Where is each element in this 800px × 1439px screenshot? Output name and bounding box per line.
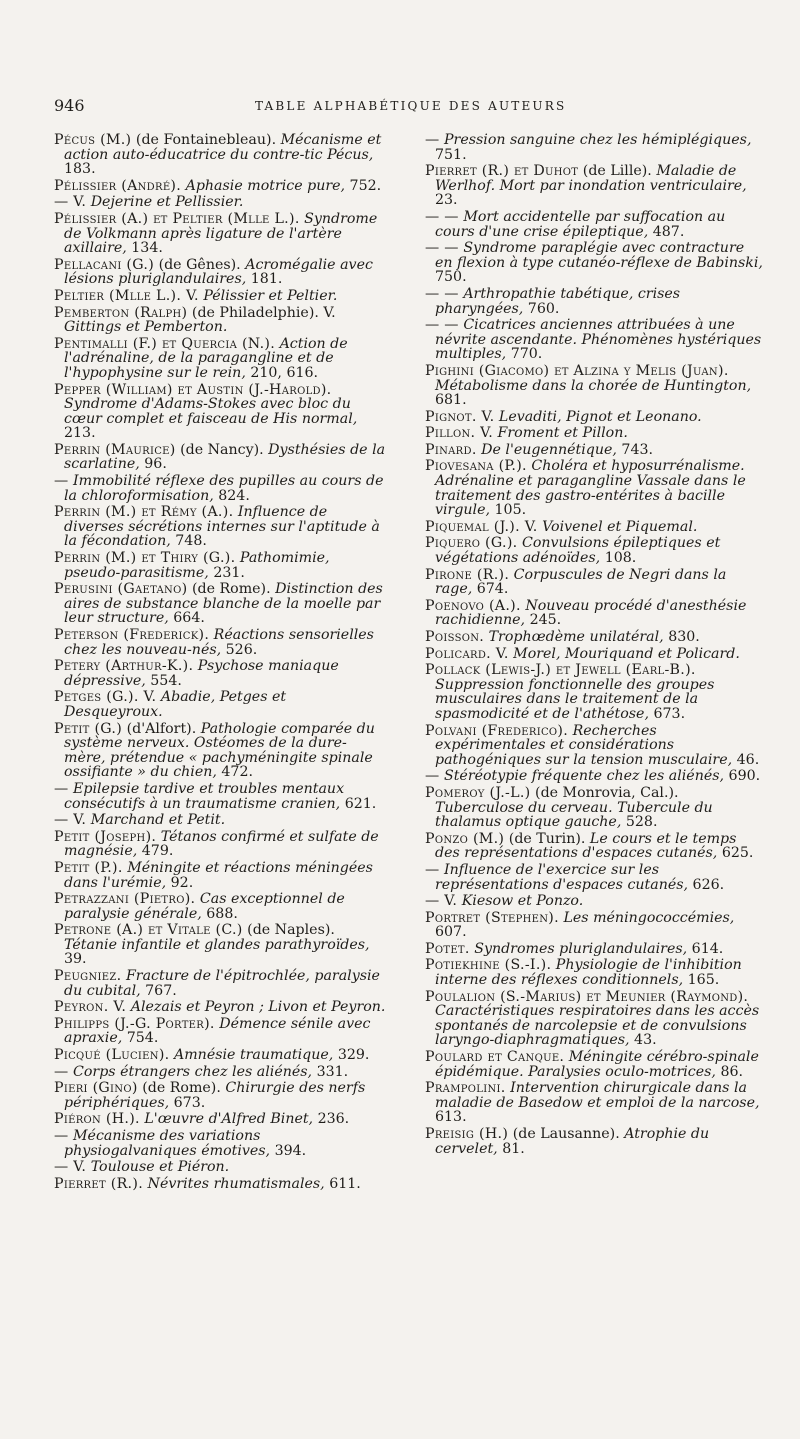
- entry-page-ref: 331.: [316, 1063, 349, 1080]
- entry-title: Amnésie traumatique,: [173, 1047, 334, 1064]
- entry-author: Poulard et Canque.: [425, 1049, 565, 1066]
- right-column: [425, 133, 765, 1158]
- entry-title: Trophœdème unilatéral,: [488, 629, 664, 645]
- entry-title: Morel, Mouriquand et Policard.: [513, 645, 740, 662]
- entry-title: Kiesow et Ponzo.: [461, 893, 584, 910]
- entry-page-ref: 96.: [144, 456, 167, 473]
- entry-title: Syndrome paraplégie avec contracture en flexion à type cutanéo-réflexe de Babinski,: [435, 240, 763, 271]
- entry-title: Aphasie motrice pure,: [185, 177, 346, 194]
- index-entry: [425, 911, 765, 940]
- index-entry: [54, 179, 386, 194]
- entry-title: Cas exceptionnel de paralysie générale,: [64, 891, 345, 922]
- entry-page-ref: 621.: [344, 795, 377, 812]
- entry-page-ref: 754.: [126, 1030, 159, 1047]
- index-entry: [425, 241, 765, 285]
- entry-author: Pignot. V.: [425, 408, 495, 425]
- entry-author: —: [425, 768, 440, 785]
- index-entry: [425, 459, 765, 517]
- entry-page-ref: 479.: [141, 843, 174, 860]
- index-entry: [425, 318, 765, 362]
- entry-author: Piéron (H.).: [54, 1111, 140, 1128]
- entry-author: — —: [425, 208, 459, 225]
- entry-author: Poulalion (S.-Marius) et Meunier (Raymond).: [425, 988, 749, 1005]
- entry-author: — V.: [54, 812, 87, 829]
- entry-page-ref: 108.: [604, 550, 637, 567]
- entry-title: Métabolisme dans la chorée de Huntington,: [435, 377, 752, 394]
- page-header: [0, 96, 800, 116]
- entry-page-ref: 213.: [64, 425, 96, 442]
- entry-page-ref: 329.: [337, 1047, 370, 1064]
- entry-author: Petit (G.): [54, 720, 123, 737]
- entry-page-ref: 690.: [728, 768, 761, 785]
- entry-affiliation: (de Naples).: [247, 922, 335, 939]
- entry-author: Potiekhine (S.-I.).: [425, 957, 552, 974]
- entry-title: Atrophie du cervelet,: [435, 1126, 710, 1157]
- entry-author: Pomeroy (J.-L.): [425, 784, 531, 801]
- running-title: TABLE ALPHABÉTIQUE DES AUTEURS: [255, 99, 567, 113]
- entry-title: Influence de diverses sécrétions internes sur l'aptitude à la fécondation,: [64, 504, 380, 550]
- index-entry: [54, 443, 386, 472]
- entry-title: Démence sénile avec apraxie,: [64, 1015, 371, 1047]
- index-entry: [54, 1017, 386, 1046]
- index-entry: [54, 505, 386, 549]
- entry-author: Pepper (William) et Austin (J.-Harold).: [54, 381, 332, 398]
- entry-title: Dysthésies de la scarlatine,: [64, 441, 386, 473]
- left-column: [54, 133, 386, 1193]
- index-entry: [425, 1127, 765, 1156]
- entry-author: Preisig (H.): [425, 1126, 509, 1142]
- entry-title: Pression sanguine chez les hémiplégiques,: [444, 132, 752, 148]
- entry-title: Chirurgie des nerfs périphériques,: [64, 1080, 366, 1111]
- entry-author: Pemberton (Ralph): [54, 304, 188, 321]
- index-entry: [54, 1081, 386, 1110]
- entry-page-ref: 39.: [64, 951, 87, 968]
- entry-page-ref: 752.: [349, 177, 382, 194]
- entry-title: Influence de l'exercice sur les représentations d'espaces cutanés,: [435, 861, 689, 893]
- index-entry: [425, 536, 765, 565]
- entry-title: Marchand et Petit.: [90, 812, 226, 829]
- entry-page-ref: 526.: [225, 641, 258, 658]
- entry-page-ref: 614.: [691, 940, 724, 957]
- entry-title: Pathologie comparée du système nerveux. Ostéomes de la dure-mère, prétendue « pachyméningite spinale ossifiante » du chien,: [64, 720, 375, 781]
- entry-author: Pillon. V.: [425, 425, 494, 442]
- index-entry: [425, 599, 765, 628]
- entry-page-ref: 673.: [173, 1094, 206, 1111]
- entry-author: Portret (Stephen).: [425, 909, 559, 926]
- entry-author: Perrin (Maurice): [54, 441, 176, 458]
- index-entry: [54, 1112, 386, 1127]
- index-entry: [425, 958, 765, 987]
- entry-author: — V.: [54, 1159, 87, 1176]
- entry-title: Tuberculose du cerveau. Tubercule du thalamus optique gauche,: [435, 799, 713, 831]
- index-entry: [54, 306, 386, 335]
- entry-title: Mécanisme et action auto-éducatrice du contre-tic Pécus,: [64, 132, 382, 163]
- entry-author: Pécus (M.): [54, 132, 132, 148]
- index-entry: [425, 1050, 765, 1079]
- entry-affiliation: (de Monrovia, Cal.).: [535, 784, 679, 801]
- index-entry: [425, 426, 765, 441]
- entry-author: Pierret (R.).: [54, 1175, 144, 1192]
- entry-page-ref: 183.: [64, 161, 96, 178]
- entry-author: Pélissier (André).: [54, 177, 182, 194]
- entry-author: Poisson.: [425, 629, 485, 645]
- entry-page-ref: 681.: [435, 392, 467, 409]
- entry-author: Petery (Arthur-K.).: [54, 658, 194, 675]
- entry-affiliation: (d'Alfort).: [126, 720, 197, 737]
- entry-author: Pinard.: [425, 441, 477, 458]
- entry-title: Toulouse et Piéron.: [90, 1159, 230, 1176]
- entry-author: Pollack (Lewis-J.) et Jewell (Earl-B.).: [425, 662, 696, 679]
- entry-author: —: [425, 861, 440, 878]
- index-entry: [425, 724, 765, 768]
- entry-author: Piquemal (J.). V.: [425, 518, 538, 535]
- entry-title: Pélissier et Peltier.: [203, 287, 338, 304]
- entry-title: Le cours et le temps des représentations d'espaces cutanés,: [435, 830, 737, 862]
- entry-author: Piquero (G.).: [425, 535, 518, 552]
- entry-title: Levaditi, Pignot et Leonano.: [498, 408, 702, 425]
- entry-title: Tétanos confirmé et sulfate de magnésie,: [64, 828, 379, 860]
- entry-title: Distinction des aires de substance blanche de la moelle par leur structure,: [64, 581, 383, 627]
- entry-page-ref: 751.: [435, 146, 467, 163]
- entry-page-ref: 688.: [206, 905, 238, 922]
- index-entry: [54, 1129, 386, 1158]
- entry-page-ref: 748.: [175, 533, 207, 550]
- entry-title: Pathomimie, pseudo-parasitisme,: [64, 550, 330, 581]
- index-entry: [425, 990, 765, 1048]
- entry-title: Gittings et Pemberton.: [64, 319, 228, 336]
- index-entry: [425, 443, 765, 458]
- entry-page-ref: 134.: [131, 240, 163, 257]
- entry-author: —: [425, 132, 440, 148]
- index-entry: [54, 289, 386, 304]
- entry-title: Cicatrices anciennes attribuées à une névrite ascendante. Phénomènes hystériques multiples,: [435, 317, 762, 363]
- entry-title: Syndrome de Volkmann après ligature de l'artère axillaire,: [64, 210, 378, 257]
- index-entry: [425, 630, 765, 645]
- entry-affiliation: (de Nancy).: [180, 441, 264, 458]
- page-number: 946: [54, 96, 85, 115]
- index-entry: [54, 1177, 386, 1192]
- entry-title: Suppression fonctionnelle des groupes musculaires dans le traitement de la spasmodicité et de l'athétose,: [435, 676, 715, 722]
- entry-author: Peugniez.: [54, 968, 122, 985]
- index-entry: [54, 258, 386, 287]
- entry-author: —: [54, 473, 69, 490]
- entry-title: Recherches expérimentales et considérations pathogéniques sur la tension musculaire,: [435, 722, 733, 768]
- index-entry: [54, 1000, 386, 1015]
- index-entry: [54, 133, 386, 177]
- entry-title: Méningite cérébro-spinale épidémique. Paralysies oculo-motrices,: [435, 1049, 759, 1080]
- entry-author: Pirone (R.).: [425, 566, 510, 583]
- entry-title: L'œuvre d'Alfred Binet,: [144, 1111, 314, 1128]
- entry-title: Nouveau procédé d'anesthésie rachidienne,: [435, 597, 747, 629]
- entry-author: Poenovo (A.).: [425, 597, 521, 614]
- entry-author: Potet.: [425, 940, 470, 957]
- index-entry: [425, 663, 765, 721]
- entry-affiliation: (de Fontainebleau).: [135, 132, 277, 148]
- index-entry: [425, 1081, 765, 1125]
- index-entry: [425, 133, 765, 162]
- entry-author: —: [54, 1128, 69, 1144]
- entry-page-ref: 236.: [317, 1111, 350, 1128]
- entry-title: Réactions sensorielles chez les nouveau-nés,: [64, 627, 374, 658]
- entry-page-ref: 824.: [218, 487, 250, 504]
- entry-page-ref: 165.: [687, 972, 720, 989]
- entry-author: Pentimalli (F.) et Quercia (N.).: [54, 335, 276, 352]
- entry-title: Alezais et Peyron ; Livon et Peyron.: [130, 999, 386, 1016]
- entry-title: Intervention chirurgicale dans la maladie de Basedow et emploi de la narcose,: [435, 1080, 760, 1111]
- entry-author: Philipps (J.-G. Porter).: [54, 1015, 215, 1032]
- entry-author: —: [54, 780, 69, 797]
- entry-page-ref: 245.: [529, 612, 562, 629]
- entry-title: Caractéristiques respiratoires dans les accès spontanés de narcolepsie et de convulsions laryngo-diaphragmatiques,: [435, 1003, 760, 1049]
- entry-author: Peltier (Mlle L.). V.: [54, 287, 199, 304]
- entry-page-ref: 231.: [213, 564, 245, 581]
- entry-title: Syndromes pluriglandulaires,: [474, 940, 688, 957]
- entry-page-ref: 760.: [527, 300, 560, 317]
- index-entry: [54, 830, 386, 859]
- entry-author: Pierret (R.) et Duhot: [425, 163, 579, 180]
- entry-title: Les méningococcémies,: [563, 909, 735, 926]
- entry-author: Prampolini.: [425, 1080, 506, 1097]
- entry-author: Petges (G.). V.: [54, 689, 157, 706]
- index-entry: [425, 410, 765, 425]
- entry-title: Froment et Pillon.: [497, 425, 628, 442]
- entry-title: Action de l'adrénaline, de la paragangline et de l'hypophysine sur le rein,: [64, 335, 348, 381]
- index-entry: [425, 942, 765, 957]
- entry-page-ref: 472.: [221, 764, 253, 781]
- index-entry: [425, 647, 765, 662]
- entry-page-ref: 750.: [435, 269, 467, 286]
- index-entry: [54, 582, 386, 626]
- entry-page-ref: 626.: [692, 876, 725, 893]
- entry-title: Psychose maniaque dépressive,: [64, 658, 339, 689]
- entry-page-ref: 181.: [250, 271, 283, 288]
- entry-title: Maladie de Werlhof. Mort par inondation ventriculaire,: [435, 163, 747, 194]
- entry-author: Ponzo (M.): [425, 830, 505, 847]
- index-entry: [54, 1065, 386, 1080]
- entry-author: Peterson (Frederick).: [54, 627, 210, 643]
- entry-author: Pieri (Gino): [54, 1080, 138, 1097]
- index-entry: [54, 690, 386, 719]
- entry-title: Acromégalie avec lésions pluriglandulaires,: [64, 256, 373, 288]
- entry-title: Stéréotypie fréquente chez les aliénés,: [444, 768, 725, 785]
- entry-title: Mécanisme des variations physiogalvaniques émotives,: [64, 1128, 271, 1159]
- index-entry: [54, 969, 386, 998]
- index-entry: [425, 210, 765, 239]
- entry-author: Polvani (Frederico).: [425, 722, 569, 739]
- entry-title: Abadie, Petges et Desqueyroux.: [64, 689, 287, 720]
- entry-title: Voivenel et Piquemal.: [542, 518, 698, 535]
- entry-affiliation: (de Lausanne).: [512, 1126, 620, 1142]
- entry-author: Perusini (Gaetano): [54, 581, 188, 598]
- entry-author: — V.: [54, 194, 87, 211]
- index-entry: [425, 832, 765, 861]
- index-entry: [54, 813, 386, 828]
- index-entry: [425, 568, 765, 597]
- entry-author: Petit (Joseph).: [54, 828, 157, 845]
- entry-page-ref: 554.: [150, 672, 182, 689]
- entry-title: Convulsions épileptiques et végétations adénoïdes,: [435, 535, 721, 567]
- entry-affiliation: (de Rome).: [191, 581, 271, 598]
- index-entry: [425, 164, 765, 208]
- entry-title: Choléra et hyposurrénalisme. Adrénaline et paragangline Vassale dans le traitement des gastro-entérites à bacille virgule,: [435, 458, 746, 519]
- entry-author: Piovesana (P.).: [425, 458, 527, 475]
- entry-title: Dejerine et Pellissier.: [90, 194, 244, 211]
- entry-page-ref: 607.: [435, 924, 467, 941]
- index-entry: [54, 659, 386, 688]
- entry-title: Corps étrangers chez les aliénés,: [73, 1063, 313, 1080]
- index-entry: [425, 894, 765, 909]
- entry-title: Immobilité réflexe des pupilles au cours de la chloroformisation,: [64, 473, 384, 504]
- entry-page-ref: 23.: [435, 192, 458, 209]
- entry-page-ref: 43.: [634, 1032, 657, 1049]
- index-entry: [54, 195, 386, 210]
- index-entry: [54, 474, 386, 503]
- entry-author: Picqué (Lucien).: [54, 1047, 170, 1064]
- index-entry: [54, 551, 386, 580]
- entry-title: Physiologie de l'inhibition interne des réflexes conditionnels,: [435, 957, 742, 989]
- entry-page-ref: 673.: [653, 705, 686, 722]
- index-entry: [425, 520, 765, 535]
- index-entry: [425, 364, 765, 408]
- index-entry: [54, 383, 386, 441]
- entry-page-ref: 487.: [652, 223, 685, 240]
- index-entry: [425, 769, 765, 784]
- entry-author: — V.: [425, 893, 458, 910]
- entry-page-ref: 767.: [145, 982, 177, 999]
- entry-title: Névrites rhumatismales,: [147, 1175, 325, 1192]
- entry-page-ref: 743.: [621, 441, 654, 458]
- index-entry: [54, 212, 386, 256]
- entry-author: Pellacani (G.): [54, 256, 155, 273]
- entry-title: Syndrome d'Adams-Stokes avec bloc du cœur complet et faisceau de His normal,: [64, 396, 358, 427]
- index-entry: [54, 337, 386, 381]
- entry-page-ref: 625.: [721, 845, 754, 862]
- entry-page-ref: 830.: [668, 629, 700, 645]
- entry-title: Fracture de l'épitrochlée, paralysie du cubital,: [64, 968, 380, 999]
- entry-page-ref: 46.: [736, 751, 760, 768]
- entry-page-ref: 664.: [173, 610, 205, 627]
- entry-title: Epilepsie tardive et troubles mentaux consécutifs à un traumatisme cranien,: [64, 780, 345, 812]
- entry-page-ref: 613.: [435, 1109, 467, 1126]
- index-entry: [54, 923, 386, 967]
- index-entry: [425, 786, 765, 830]
- entry-author: Peyron. V.: [54, 999, 127, 1016]
- entry-affiliation: (de Philadelphie). V.: [191, 304, 336, 321]
- entry-page-ref: 210, 616.: [250, 364, 319, 381]
- entry-page-ref: 92.: [170, 874, 194, 891]
- entry-title: Arthropathie tabétique, crises pharyngées,: [435, 285, 681, 317]
- entry-page-ref: 770.: [510, 346, 543, 363]
- entry-author: Perrin (M.) et Thiry (G.).: [54, 550, 236, 567]
- entry-page-ref: 611.: [329, 1175, 361, 1192]
- entry-title: Méningite et réactions méningées dans l'urémie,: [64, 859, 373, 891]
- index-entry: [54, 722, 386, 780]
- entry-author: — —: [425, 317, 459, 334]
- entry-page-ref: 81.: [502, 1140, 525, 1157]
- entry-author: — —: [425, 240, 459, 257]
- entry-author: — —: [425, 285, 459, 302]
- entry-affiliation: (de Turin).: [508, 830, 586, 847]
- index-entry: [54, 1048, 386, 1063]
- entry-page-ref: 674.: [476, 581, 509, 598]
- index-entry: [425, 863, 765, 892]
- index-entry: [54, 628, 386, 657]
- entry-author: Policard. V.: [425, 645, 509, 662]
- entry-author: Perrin (M.) et Rémy (A.).: [54, 504, 234, 521]
- entry-author: —: [54, 1063, 69, 1080]
- entry-author: Pighini (Giacomo) et Alzina y Melis (Juan).: [425, 362, 729, 379]
- entry-affiliation: (de Lille).: [582, 163, 652, 180]
- entry-author: Petrone (A.) et Vitale (C.): [54, 922, 243, 939]
- entry-title: De l'eugennétique,: [481, 441, 617, 458]
- entry-affiliation: (de Rome).: [142, 1080, 221, 1097]
- entry-page-ref: 105.: [494, 502, 527, 519]
- entry-title: Mort accidentelle par suffocation au cours d'une crise épileptique,: [435, 208, 726, 240]
- entry-title: Corpuscules de Negri dans la rage,: [435, 566, 727, 598]
- index-entry: [54, 1160, 386, 1175]
- entry-author: Petit (P.).: [54, 859, 123, 876]
- index-entry: [425, 287, 765, 316]
- entry-page-ref: 86.: [720, 1063, 744, 1080]
- index-entry: [54, 892, 386, 921]
- index-entry: [54, 861, 386, 890]
- entry-page-ref: 394.: [274, 1142, 307, 1159]
- entry-affiliation: (de Gênes).: [158, 256, 241, 273]
- entry-page-ref: 528.: [625, 814, 658, 831]
- entry-title: Tétanie infantile et glandes parathyroïdes,: [64, 936, 370, 953]
- entry-author: Petrazzani (Pietro).: [54, 891, 196, 908]
- entry-author: Pélissier (A.) et Peltier (Mlle L.).: [54, 210, 300, 227]
- index-entry: [54, 782, 386, 811]
